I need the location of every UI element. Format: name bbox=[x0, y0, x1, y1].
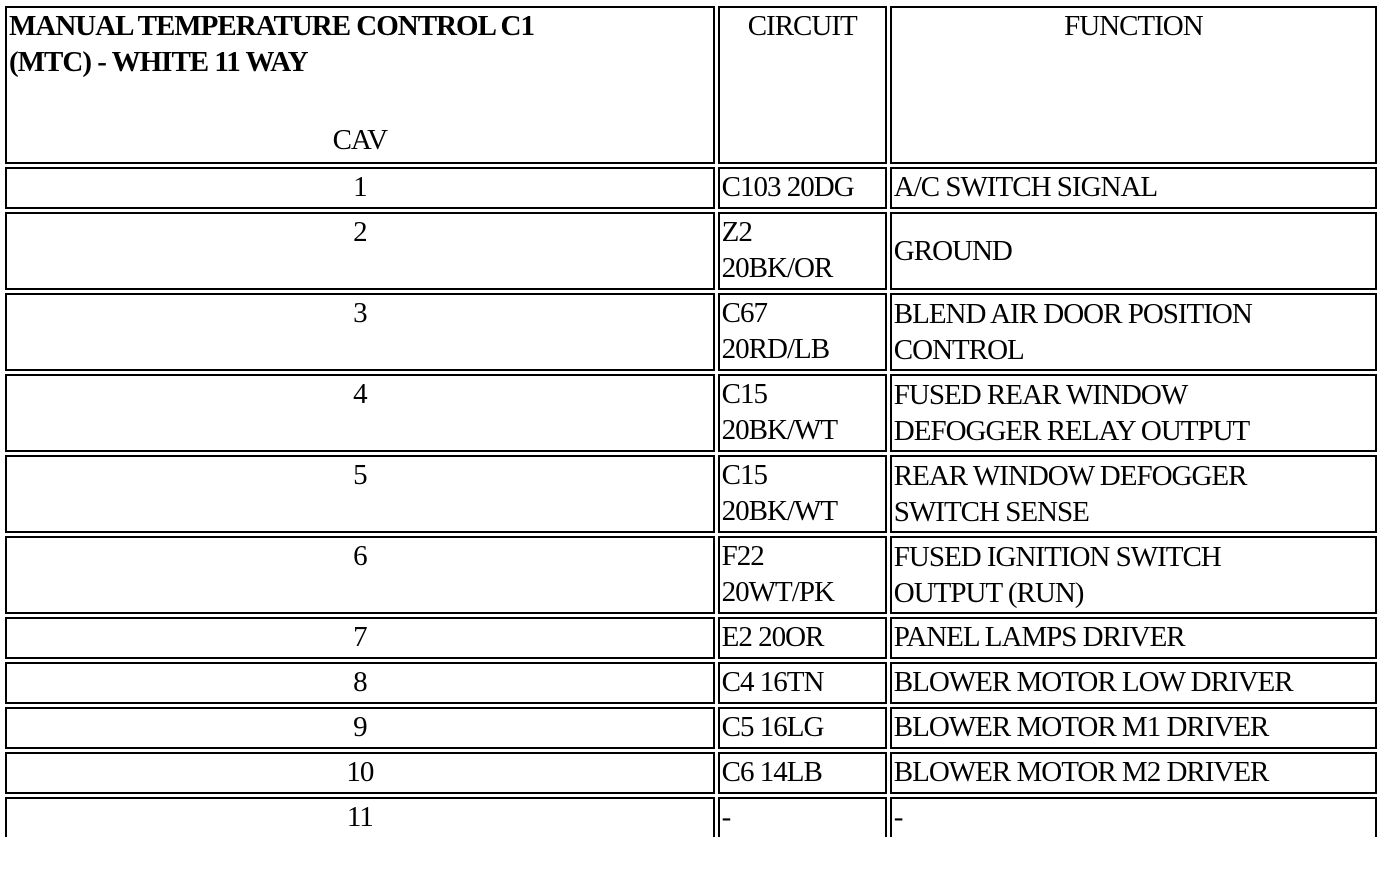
column-header-circuit: CIRCUIT bbox=[718, 6, 887, 164]
header-title-cell bbox=[5, 6, 715, 164]
table-row bbox=[5, 293, 1377, 371]
circuit-text: 20WT/PK bbox=[721, 576, 834, 608]
table-row bbox=[5, 707, 1377, 749]
circuit-cell bbox=[718, 662, 887, 704]
function-text: PANEL LAMPS DRIVER bbox=[893, 621, 1185, 653]
circuit-text: C15 bbox=[721, 378, 768, 410]
function-text: - bbox=[893, 801, 903, 833]
cav-cell: 2 bbox=[5, 212, 715, 290]
cav-cell: 5 bbox=[5, 455, 715, 533]
circuit-text: C4 16TN bbox=[721, 666, 824, 698]
function-cell bbox=[890, 797, 1377, 837]
circuit-text: 20BK/OR bbox=[721, 252, 833, 284]
column-header-function: FUNCTION bbox=[890, 6, 1377, 164]
circuit-cell bbox=[718, 374, 887, 452]
function-text: REAR WINDOW DEFOGGER bbox=[893, 460, 1247, 492]
circuit-text: - bbox=[721, 801, 731, 833]
cav-cell: 10 bbox=[5, 752, 715, 794]
table-row bbox=[5, 374, 1377, 452]
circuit-cell bbox=[718, 293, 887, 371]
function-cell bbox=[890, 374, 1377, 452]
function-cell bbox=[890, 536, 1377, 614]
function-cell bbox=[890, 212, 1377, 290]
function-text: BLOWER MOTOR LOW DRIVER bbox=[893, 666, 1293, 698]
table-row bbox=[5, 455, 1377, 533]
connector-title-line1: MANUAL TEMPERATURE CONTROL C1 bbox=[9, 10, 535, 42]
function-cell bbox=[890, 662, 1377, 704]
column-header-cav: CAV bbox=[332, 124, 388, 156]
function-cell bbox=[890, 707, 1377, 749]
function-text: BLOWER MOTOR M1 DRIVER bbox=[893, 711, 1269, 743]
cav-cell: 3 bbox=[5, 293, 715, 371]
table-row bbox=[5, 212, 1377, 290]
function-text: CONTROL bbox=[893, 334, 1024, 366]
cav-cell: 7 bbox=[5, 617, 715, 659]
cav-cell: 1 bbox=[5, 167, 715, 209]
function-text: FUSED REAR WINDOW bbox=[893, 379, 1188, 411]
function-cell bbox=[890, 455, 1377, 533]
function-text: OUTPUT (RUN) bbox=[893, 577, 1084, 609]
table-body bbox=[5, 6, 1377, 837]
function-text: GROUND bbox=[893, 235, 1012, 267]
cav-cell: 11 bbox=[5, 797, 715, 837]
function-cell bbox=[890, 293, 1377, 371]
circuit-text: E2 20OR bbox=[721, 621, 824, 653]
table-row bbox=[5, 536, 1377, 614]
function-cell bbox=[890, 167, 1377, 209]
function-text: DEFOGGER RELAY OUTPUT bbox=[893, 415, 1250, 447]
circuit-cell bbox=[718, 536, 887, 614]
function-text: BLOWER MOTOR M2 DRIVER bbox=[893, 756, 1269, 788]
circuit-text: C103 20DG bbox=[721, 171, 854, 203]
circuit-cell bbox=[718, 167, 887, 209]
cav-cell: 9 bbox=[5, 707, 715, 749]
connector-pinout-table bbox=[2, 3, 1380, 840]
circuit-text: C15 bbox=[721, 459, 768, 491]
circuit-cell bbox=[718, 752, 887, 794]
circuit-text: C6 14LB bbox=[721, 756, 822, 788]
circuit-text: C67 bbox=[721, 297, 768, 329]
circuit-cell bbox=[718, 455, 887, 533]
function-cell bbox=[890, 752, 1377, 794]
table-row bbox=[5, 797, 1377, 837]
cav-cell: 6 bbox=[5, 536, 715, 614]
circuit-text: Z2 bbox=[721, 216, 752, 248]
connector-title-line2: (MTC) - WHITE 11 WAY bbox=[9, 46, 308, 78]
cav-cell: 8 bbox=[5, 662, 715, 704]
table-row bbox=[5, 167, 1377, 209]
circuit-text: C5 16LG bbox=[721, 711, 824, 743]
function-text: SWITCH SENSE bbox=[893, 496, 1089, 528]
cav-cell: 4 bbox=[5, 374, 715, 452]
function-text: FUSED IGNITION SWITCH bbox=[893, 541, 1221, 573]
table-header-row bbox=[5, 6, 1377, 164]
circuit-text: 20BK/WT bbox=[721, 495, 838, 527]
table-row bbox=[5, 752, 1377, 794]
table-row bbox=[5, 662, 1377, 704]
circuit-cell bbox=[718, 212, 887, 290]
table-row bbox=[5, 617, 1377, 659]
circuit-text: 20BK/WT bbox=[721, 414, 838, 446]
circuit-text: F22 bbox=[721, 540, 764, 572]
circuit-cell bbox=[718, 707, 887, 749]
function-text: A/C SWITCH SIGNAL bbox=[893, 171, 1158, 203]
circuit-text: 20RD/LB bbox=[721, 333, 830, 365]
circuit-cell bbox=[718, 617, 887, 659]
circuit-cell bbox=[718, 797, 887, 837]
function-cell bbox=[890, 617, 1377, 659]
function-text: BLEND AIR DOOR POSITION bbox=[893, 298, 1252, 330]
